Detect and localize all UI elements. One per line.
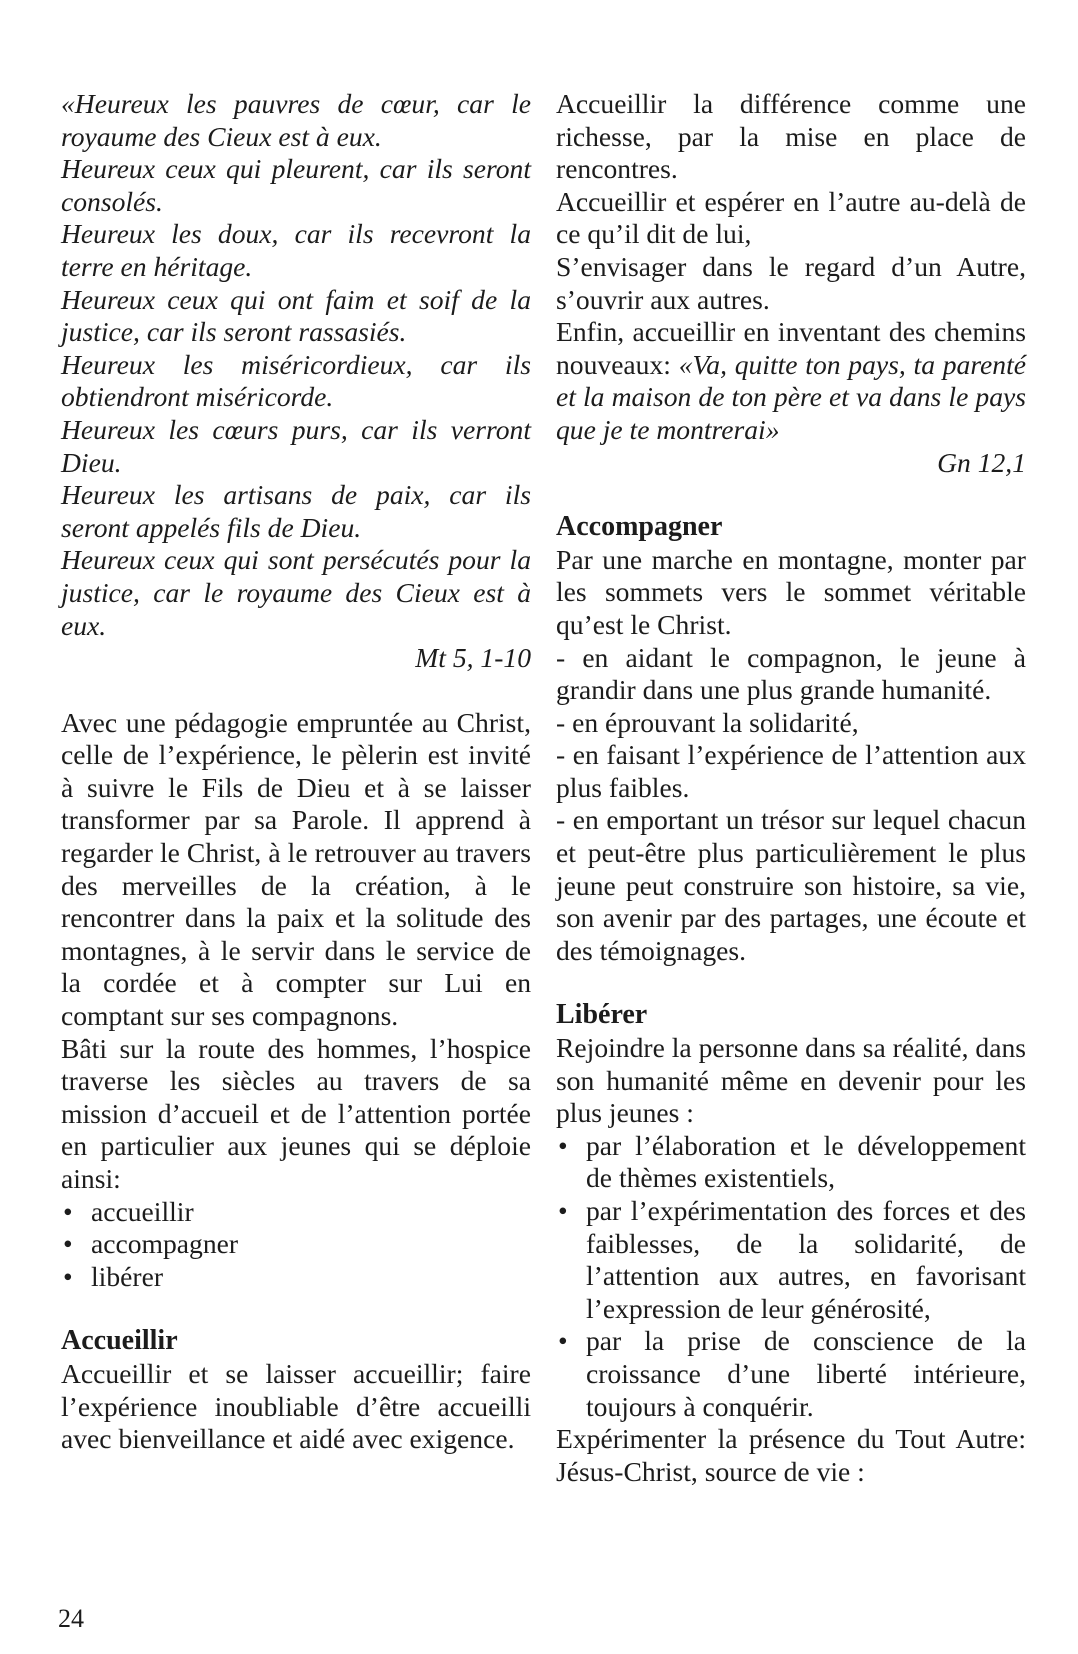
paragraph-difference: Accueillir la différence comme une richesse, par la mise en place de rencontres. bbox=[556, 88, 1026, 185]
mission-list bbox=[61, 1196, 531, 1294]
list-item: • accompagner bbox=[63, 1228, 239, 1260]
bullet-icon: • bbox=[63, 1260, 73, 1292]
quote-line: Heureux ceux qui sont persécutés pour la justice, car le royaume des Cieux est à eux. bbox=[61, 544, 531, 641]
list-item: • libérer bbox=[63, 1260, 164, 1292]
paragraph-esperer: Accueillir et espérer en l’autre au-delà de ce qu’il dit de lui, bbox=[556, 185, 1026, 250]
heading-accueillir: Accueillir bbox=[61, 1325, 178, 1357]
quote-line: Heureux les doux, car ils recevront la terre en héritage. bbox=[61, 218, 531, 282]
heading-accompagner: Accompagner bbox=[556, 511, 723, 543]
accompagner-line: - en emportant un trésor sur lequel chacun et peut-être plus particulièrement le plus jeune peut construire son histoire, sa vie, son avenir par des partages, une écoute et des témoignages. bbox=[556, 804, 1026, 966]
bullet-icon: • bbox=[63, 1228, 73, 1260]
paragraph-enfin: Enfin, accueillir en inventant des chemins nouveaux: «Va, quitte ton pays, ta parenté et la maison de ton père et va dans le pays que je te montrerai» bbox=[556, 316, 1026, 445]
accompagner-line: - en aidant le compagnon, le jeune à grandir dans une plus grande humanité. bbox=[556, 641, 1026, 706]
quote-line: «Heureux les pauvres de cœur, car le royaume des Cieux est à eux. bbox=[61, 88, 531, 152]
beatitudes-quote bbox=[61, 88, 531, 675]
list-item: • par l’élaboration et le développement de thèmes existentiels, bbox=[558, 1129, 1026, 1194]
paragraph-liberer-intro: Rejoindre la personne dans sa réalité, dans son humanité même en devenir pour les plus jeunes : bbox=[556, 1032, 1026, 1129]
accompagner-line: - en éprouvant la solidarité, bbox=[556, 706, 859, 738]
right-column bbox=[556, 88, 1026, 1488]
quote-reference: Mt 5, 1-10 bbox=[415, 642, 531, 674]
genesis-quote: «Va, quitte ton pays, ta parenté et la maison de ton père et va dans le pays que je te montrerai» bbox=[556, 348, 1026, 445]
accompagner-line: Par une marche en montagne, monter par les sommets vers le sommet véritable qu’est le Christ. bbox=[556, 543, 1026, 640]
page-number: 24 bbox=[58, 1604, 84, 1633]
quote-line: Heureux les cœurs purs, car ils verront Dieu. bbox=[61, 413, 531, 478]
paragraph-pedagogy: Avec une pédagogie empruntée au Christ, celle de l’expérience, le pèlerin est invité à suivre le Fils de Dieu et à se laisser transformer par sa Parole. Il apprend à regarder le Christ, à le retrouver au travers des merveilles de la création, à le rencontrer dans la paix et la solitude des montagnes, à le servir dans le service de la cordée et à compter sur Lui en comptant sur ses compagnons. bbox=[61, 706, 531, 1032]
paragraph-accueillir: Accueillir et se laisser accueillir; faire l’expérience inoubliable d’être accueilli avec bienveillance et aidé avec exigence. bbox=[61, 1357, 531, 1455]
bullet-icon: • bbox=[63, 1195, 73, 1227]
list-item: • accueillir bbox=[63, 1195, 194, 1227]
quote-line: Heureux les miséricordieux, car ils obtiendront miséricorde. bbox=[61, 348, 531, 413]
list-item: • par la prise de conscience de la croissance d’une liberté intérieure, toujours à conquérir. bbox=[558, 1325, 1026, 1422]
genesis-reference: Gn 12,1 bbox=[937, 446, 1026, 478]
liberer-list bbox=[556, 1130, 1026, 1423]
quote-line: Heureux les artisans de paix, car ils seront appelés fils de Dieu. bbox=[61, 479, 531, 543]
quote-line: Heureux ceux qui pleurent, car ils seront consolés. bbox=[61, 153, 531, 217]
list-item: • par l’expérimentation des forces et des faiblesses, de la solidarité, de l’attention aux autres, en favorisant l’expression de leur générosité, bbox=[558, 1195, 1026, 1324]
bullet-icon: • bbox=[558, 1195, 568, 1226]
paragraph-envisager: S’envisager dans le regard d’un Autre, s’ouvrir aux autres. bbox=[556, 250, 1026, 315]
paragraph-experimenter: Expérimenter la présence du Tout Autre: Jésus-Christ, source de vie : bbox=[556, 1423, 1026, 1487]
heading-liberer: Libérer bbox=[556, 999, 648, 1031]
left-column bbox=[61, 88, 531, 1456]
bullet-icon: • bbox=[558, 1325, 568, 1357]
paragraph-hospice: Bâti sur la route des hommes, l’hospice traverse les siècles au travers de sa mission d’accueil et de l’attention portée en particulier aux jeunes qui se déploie ainsi: bbox=[61, 1032, 531, 1194]
quote-line: Heureux ceux qui ont faim et soif de la justice, car ils seront rassasiés. bbox=[61, 283, 531, 348]
bullet-icon: • bbox=[558, 1129, 568, 1161]
accompagner-line: - en faisant l’expérience de l’attention aux plus faibles. bbox=[556, 739, 1026, 803]
